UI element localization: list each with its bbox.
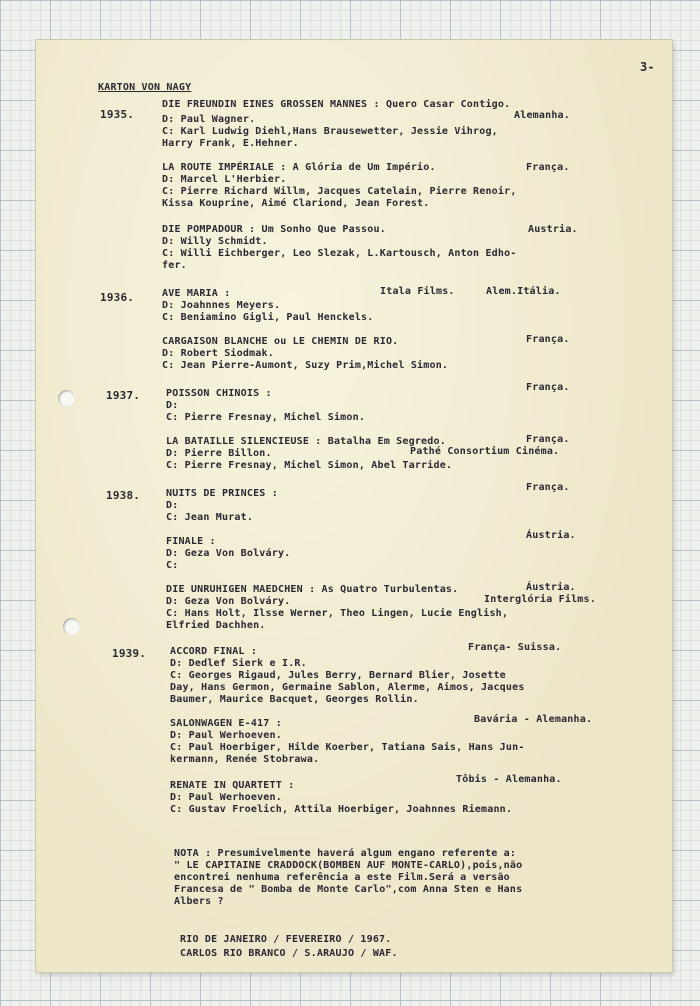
film-cast: C: Jean Murat.	[166, 512, 254, 523]
film-cast: fer.	[162, 260, 187, 271]
film-title: DIE POMPADOUR : Um Sonho Que Passou.	[162, 224, 386, 235]
note-line: encontrei nenhuma referência a este Film.Será a versão	[174, 872, 510, 883]
film-country: Austria.	[528, 224, 578, 235]
film-director: D: Joahnnes Meyers.	[162, 300, 281, 311]
film-director: D: Dedlef Sierk e I.R.	[170, 658, 307, 669]
film-director: D: Geza Von Bolváry.	[166, 548, 291, 559]
page-heading: KARTON VON NAGY	[98, 82, 192, 93]
film-studio: Pathé Consortium Cinéma.	[410, 446, 560, 457]
film-cast: C: Willi Eichberger, Leo Slezak, L.Kartousch, Anton Edho-	[162, 248, 517, 259]
film-cast: C:	[166, 560, 179, 571]
film-country: Alemanha.	[514, 110, 570, 121]
footer-signatures: CARLOS RIO BRANCO / S.ARAUJO / WAF.	[180, 948, 398, 959]
footer-place-date: RIO DE JANEIRO / FEVEREIRO / 1967.	[180, 934, 392, 945]
film-cast: C: Hans Holt, Ilsse Werner, Theo Lingen, Lucie English,	[166, 608, 509, 619]
film-country: Áustria.	[526, 582, 576, 593]
film-title: DIE FREUNDIN EINES GROSSEN MANNES : Quero Casar Contigo.	[162, 99, 511, 110]
film-title: LA BATAILLE SILENCIEUSE : Batalha Em Segredo.	[166, 436, 446, 447]
film-title: RENATE IN QUARTETT :	[170, 780, 295, 791]
film-cast: kermann, Renée Stobrawa.	[170, 754, 320, 765]
film-director: D: Paul Wagner.	[162, 114, 256, 125]
note-line: Albers ?	[174, 896, 224, 907]
film-director: D: Geza Von Bolváry.	[166, 596, 291, 607]
film-title: LA ROUTE IMPÉRIALE : A Glória de Um Império.	[162, 162, 436, 173]
film-cast: C: Paul Hoerbiger, Hilde Koerber, Tatiana Sais, Hans Jun-	[170, 742, 525, 753]
film-title: CARGAISON BLANCHE ou LE CHEMIN DE RIO.	[162, 336, 399, 347]
year-label: 1937.	[106, 389, 141, 402]
punch-hole	[58, 390, 75, 407]
film-country: França.	[526, 162, 570, 173]
punch-hole	[63, 618, 80, 635]
film-title: AVE MARIA :	[162, 288, 231, 299]
film-director: D: Paul Werhoeven.	[170, 792, 282, 803]
film-director: D:	[166, 500, 179, 511]
note-line: NOTA : Presumivelmente haverá algum engano referente a:	[174, 848, 517, 859]
film-cast: Harry Frank, E.Hehner.	[162, 138, 299, 149]
film-cast: C: Jean Pierre-Aumont, Suzy Prim,Michel Simon.	[162, 360, 449, 371]
film-cast: C: Pierre Fresnay, Michel Simon, Abel Tarride.	[166, 460, 453, 471]
film-cast: C: Karl Ludwig Diehl,Hans Brausewetter, Jessie Vihrog,	[162, 126, 498, 137]
film-studio: Itala Films.	[380, 286, 455, 297]
film-country: Bavária - Alemanha.	[474, 714, 593, 725]
film-country: França- Suissa.	[468, 642, 562, 653]
year-label: 1936.	[100, 291, 135, 304]
year-label: 1935.	[100, 108, 135, 121]
film-cast: C: Beniamino Gigli, Paul Henckels.	[162, 312, 374, 323]
film-country: Alem.Itália.	[486, 286, 561, 297]
film-title: NUITS DE PRINCES :	[166, 488, 278, 499]
film-title: SALONWAGEN E-417 :	[170, 718, 282, 729]
film-studio: Interglória Films.	[484, 594, 596, 605]
film-country: França.	[526, 382, 570, 393]
typewritten-page	[36, 40, 672, 972]
film-director: D: Willy Schmidt.	[162, 236, 268, 247]
year-label: 1938.	[106, 489, 141, 502]
film-country: Tôbis - Alemanha.	[456, 774, 562, 785]
year-label: 1939.	[112, 647, 147, 660]
film-cast: C: Georges Rigaud, Jules Berry, Bernard Blier, Josette	[170, 670, 506, 681]
film-director: D: Robert Siodmak.	[162, 348, 274, 359]
film-cast: C: Pierre Fresnay, Michel Simon.	[166, 412, 366, 423]
film-title: ACCORD FINAL :	[170, 646, 258, 657]
film-country: França.	[526, 482, 570, 493]
film-cast: Baumer, Maurice Bacquet, Georges Rollin.	[170, 694, 419, 705]
film-cast: Day, Hans Germon, Germaine Sablon, Alerme, Aimos, Jacques	[170, 682, 525, 693]
film-director: D: Paul Werhoeven.	[170, 730, 282, 741]
note-line: Francesa de " Bomba de Monte Carlo",com Anna Sten e Hans	[174, 884, 523, 895]
film-country: França.	[526, 334, 570, 345]
film-title: POISSON CHINOIS :	[166, 388, 272, 399]
film-director: D: Marcel L'Herbier.	[162, 174, 287, 185]
film-cast: C: Pierre Richard Willm, Jacques Catelain, Pierre Renoir,	[162, 186, 517, 197]
film-cast: Kissa Kouprine, Aimé Clariond, Jean Forest.	[162, 198, 430, 209]
film-director: D: Pierre Billon.	[166, 448, 272, 459]
film-country: Áustria.	[526, 530, 576, 541]
film-director: D:	[166, 400, 179, 411]
film-title: DIE UNRUHIGEN MAEDCHEN : As Quatro Turbulentas.	[166, 584, 459, 595]
page-number: 3-	[640, 60, 655, 74]
film-country: França.	[526, 434, 570, 445]
film-cast: C: Gustav Froelich, Attila Hoerbiger, Joahnnes Riemann.	[170, 804, 513, 815]
note-line: " LE CAPITAINE CRADDOCK(BOMBEN AUF MONTE-CARLO),pois,não	[174, 860, 523, 871]
film-cast: Elfried Dachhen.	[166, 620, 266, 631]
film-title: FINALE :	[166, 536, 216, 547]
